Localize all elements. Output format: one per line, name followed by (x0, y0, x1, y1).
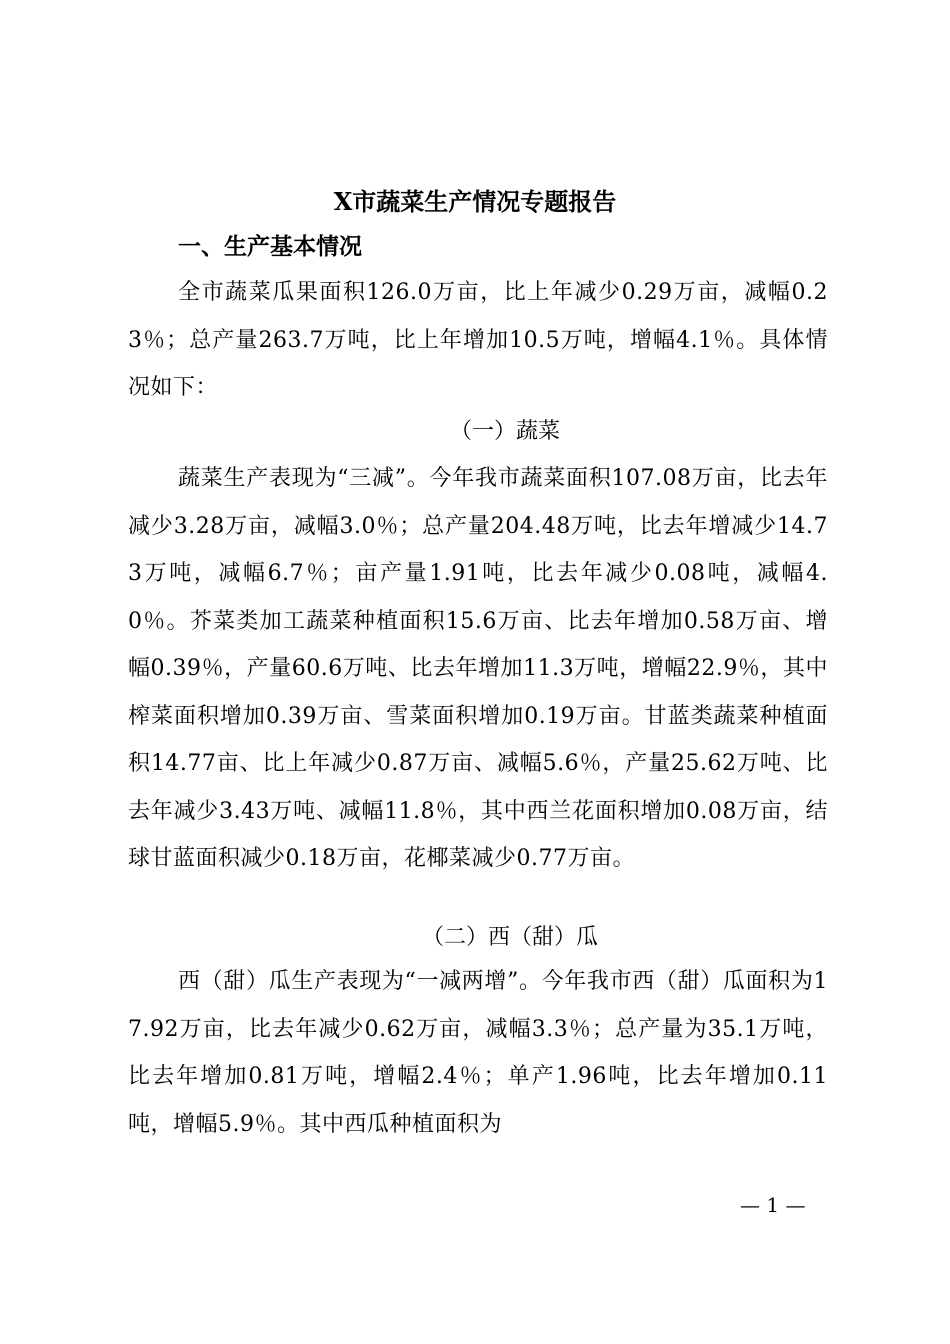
document-title: X市蔬菜生产情况专题报告 (333, 187, 617, 216)
subsection-heading-melons: （二）西（甜）瓜 (421, 925, 598, 950)
page-number: — 1 — (740, 1193, 806, 1217)
section-heading-basic-situation: 一、生产基本情况 (178, 234, 362, 260)
intro-paragraph: 全市蔬菜瓜果面积126.0万亩，比上年减少0.29万亩，减幅0.23％；总产量263.7万吨，比上年增加10.5万吨，增幅4.1％。具体情况如下： (128, 280, 828, 400)
melons-paragraph: 西（甜）瓜生产表现为“一减两增”。今年我市西（甜）瓜面积为17.92万亩，比去年减少0.62万亩，减幅3.3％；总产量为35.1万吨，比去年增加0.81万吨，增幅2.4％；单产1.96吨，比去年增加0.11吨，增幅5.9％。其中西瓜种植面积为 (128, 969, 828, 1137)
vegetables-paragraph: 蔬菜生产表现为“三减”。今年我市蔬菜面积107.08万亩，比去年减少3.28万亩，减幅3.0％；总产量204.48万吨，比去年增减少14.73万吨，减幅6.7％；亩产量1.91吨，比去年减少0.08吨，减幅4.0％。芥菜类加工蔬菜种植面积15.6万亩、比去年增加0.58万亩、增幅0.39％，产量60.6万吨、比去年增加11.3万吨，增幅22.9％，其中榨菜面积增加0.39万亩、雪菜面积增加0.19万亩。甘蓝类蔬菜种植面积14.77亩、比上年减少0.87万亩、减幅5.6％，产量25.62万吨、比去年减少3.43万吨、减幅11.8％，其中西兰花面积增加0.08万亩，结球甘蓝面积减少0.18万亩，花椰菜减少0.77万亩。 (128, 466, 828, 871)
subsection-heading-vegetables: （一）蔬菜 (449, 419, 560, 444)
